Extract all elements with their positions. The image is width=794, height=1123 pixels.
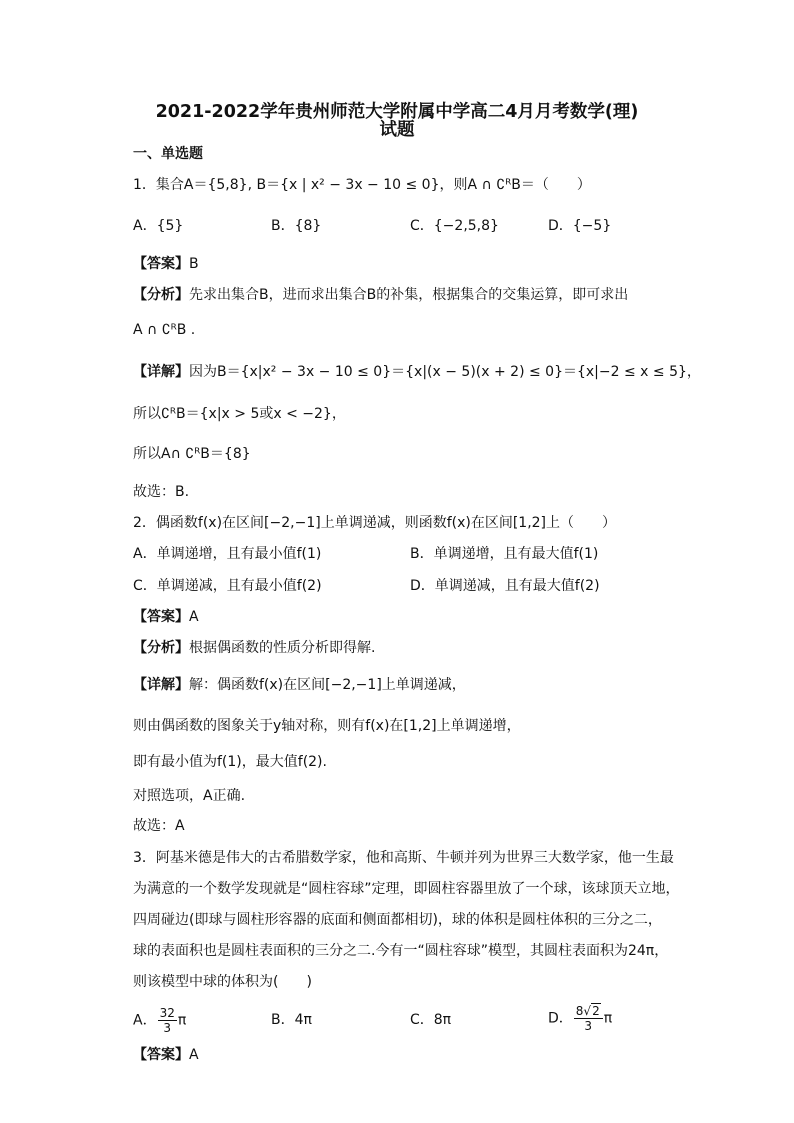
q1-stem: 1．集合A＝{5,8}, B＝{x | x² − 3x − 10 ≤ 0}，则A ∩ ∁ᴿB＝（ ） bbox=[133, 177, 591, 193]
numerator: 32 bbox=[159, 1006, 175, 1020]
coefficient: 8 bbox=[575, 1004, 584, 1018]
q1-detail-2: 所以∁ᴿB＝{x|x > 5或x < −2}， bbox=[133, 406, 346, 422]
q2-option-a: A．单调递增，且有最小值f(1) bbox=[133, 546, 322, 562]
q1-analysis bbox=[133, 285, 628, 305]
q1-analysis-cont: A ∩ ∁ᴿB . bbox=[133, 322, 196, 338]
q3-stem-1: 3．阿基米德是伟大的古希腊数学家，他和高斯、牛顿并列为世界三大数学家，他一生最 bbox=[133, 850, 674, 866]
analysis-label: 【分析】 bbox=[133, 640, 189, 656]
answer-value: A bbox=[189, 609, 199, 625]
q2-analysis bbox=[133, 638, 375, 658]
option-label: D． bbox=[548, 1010, 573, 1027]
q3-option-d bbox=[548, 1004, 612, 1033]
q3-option-c: C．8π bbox=[410, 1012, 452, 1028]
detail-label: 【详解】 bbox=[133, 677, 189, 693]
radicand: 2 bbox=[592, 1004, 600, 1018]
q2-detail-2: 则由偶函数的图象关于y轴对称，则有f(x)在[1,2]上单调递增， bbox=[133, 718, 521, 734]
q1-detail bbox=[133, 362, 701, 382]
title-line-1: 2021-2022学年贵州师范大学附属中学高二4月月考数学(理) bbox=[155, 102, 639, 122]
denominator: 3 bbox=[584, 1019, 593, 1033]
q3-stem-3: 四周碰边(即球与圆柱形容器的底面和侧面都相切)，球的体积是圆柱体积的三分之二， bbox=[133, 912, 662, 928]
q3-answer bbox=[133, 1045, 199, 1065]
answer-label: 【答案】 bbox=[133, 1047, 189, 1063]
q3-stem-2: 为满意的一个数学发现就是“圆柱容球”定理，即圆柱容器里放了一个球，该球顶天立地， bbox=[133, 881, 680, 897]
q1-option-b: B．{8} bbox=[271, 218, 322, 234]
option-label: A． bbox=[133, 1012, 157, 1029]
q3-stem-5: 则该模型中球的体积为( ) bbox=[133, 974, 312, 990]
q2-option-d: D．单调递减，且有最大值f(2) bbox=[410, 578, 600, 594]
answer-label: 【答案】 bbox=[133, 256, 189, 272]
q2-detail-3: 即有最小值为f(1)，最大值f(2). bbox=[133, 754, 327, 770]
fraction bbox=[574, 1004, 603, 1033]
q3-stem-4: 球的表面积也是圆柱表面积的三分之二.今有一“圆柱容球”模型，其圆柱表面积为24π， bbox=[133, 943, 669, 959]
title-line-2: 试题 bbox=[379, 120, 415, 140]
q3-option-b: B．4π bbox=[271, 1012, 312, 1028]
q2-detail bbox=[133, 675, 466, 695]
pi-symbol: π bbox=[177, 1012, 187, 1029]
answer-label: 【答案】 bbox=[133, 609, 189, 625]
root-sign: √ bbox=[583, 1004, 592, 1018]
q1-option-c: C．{−2,5,8} bbox=[410, 218, 499, 234]
q1-conclusion: 故选：B. bbox=[133, 484, 190, 500]
answer-value: A bbox=[189, 1047, 199, 1063]
q1-option-d: D．{−5} bbox=[548, 218, 612, 234]
pi-symbol: π bbox=[603, 1010, 613, 1027]
detail-label: 【详解】 bbox=[133, 364, 189, 380]
numerator bbox=[574, 1004, 603, 1019]
q2-option-c: C．单调递减，且有最小值f(2) bbox=[133, 578, 322, 594]
section-heading: 一、单选题 bbox=[133, 146, 203, 162]
detail-text: 解：偶函数f(x)在区间[−2,−1]上单调递减， bbox=[189, 677, 466, 693]
fraction bbox=[158, 1006, 177, 1035]
q1-option-a: A．{5} bbox=[133, 218, 184, 234]
analysis-text: 根据偶函数的性质分析即得解. bbox=[189, 640, 376, 656]
q1-detail-3: 所以A∩ ∁ᴿB＝{8} bbox=[133, 446, 251, 462]
analysis-label: 【分析】 bbox=[133, 287, 189, 303]
q3-option-a bbox=[133, 1006, 186, 1035]
q2-detail-4: 对照选项，A正确. bbox=[133, 788, 246, 804]
q2-conclusion: 故选：A bbox=[133, 818, 185, 834]
q2-answer bbox=[133, 607, 199, 627]
q1-answer bbox=[133, 254, 199, 274]
answer-value: B bbox=[189, 256, 199, 272]
denominator: 3 bbox=[163, 1021, 172, 1035]
q2-stem: 2．偶函数f(x)在区间[−2,−1]上单调递减，则函数f(x)在区间[1,2]上（ ） bbox=[133, 515, 617, 531]
q2-option-b: B．单调递增，且有最大值f(1) bbox=[410, 546, 599, 562]
detail-text: 因为B＝{x|x² − 3x − 10 ≤ 0}＝{x|(x − 5)(x + 2) ≤ 0}＝{x|−2 ≤ x ≤ 5}， bbox=[189, 364, 701, 380]
analysis-text: 先求出集合B，进而求出集合B的补集，根据集合的交集运算，即可求出 bbox=[189, 287, 629, 303]
